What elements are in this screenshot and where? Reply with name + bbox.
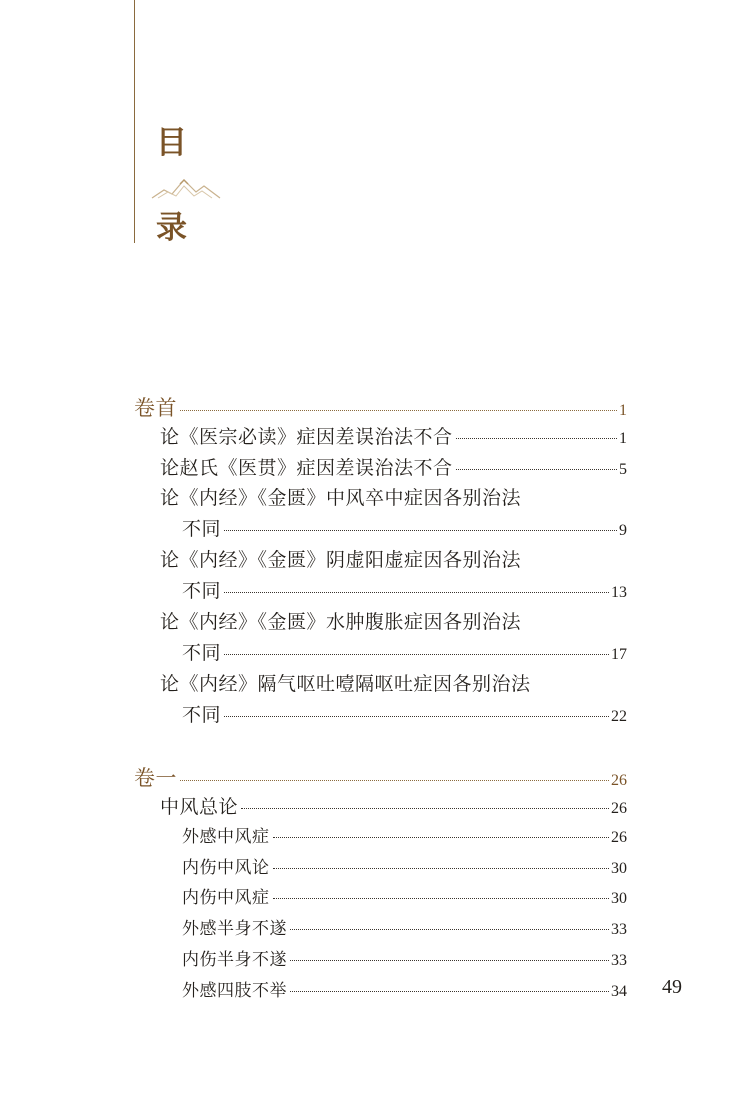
toc-entry-label: 论《内经》《金匮》中风卒中症因各别治法 [160, 487, 522, 509]
toc-entry[interactable] [160, 422, 627, 449]
toc-entry-label: 论《内经》《金匮》水肿腹胀症因各别治法 [160, 611, 522, 633]
leader-dots [180, 410, 617, 411]
toc-entry-label: 中风总论 [160, 796, 239, 818]
leader-dots [456, 469, 617, 470]
toc-page-number: 33 [611, 952, 627, 969]
toc-page-number: 13 [611, 584, 627, 601]
toc-entry-label: 论赵氏《医贯》症因差误治法不合 [160, 457, 453, 479]
toc-entry-label: 论《内经》《金匮》阴虚阳虚症因各别治法 [160, 549, 522, 571]
toc-page-number: 9 [619, 522, 627, 539]
leader-dots [273, 837, 610, 838]
toc-entry-continuation[interactable] [182, 514, 627, 541]
toc-entry-label: 不同 [182, 580, 222, 602]
toc-page-number: 5 [619, 461, 627, 478]
leader-dots [273, 898, 610, 899]
toc-page-number: 26 [611, 829, 627, 846]
leader-dots [290, 991, 609, 992]
toc-subentry[interactable] [182, 883, 627, 908]
leader-dots [273, 868, 610, 869]
leader-dots [456, 438, 617, 439]
folio-page-number: 49 [662, 976, 682, 998]
toc-subentry[interactable] [182, 976, 627, 1001]
toc-page-number: 17 [611, 646, 627, 663]
leader-dots [224, 592, 609, 593]
leader-dots [290, 929, 609, 930]
toc-page-number: 30 [611, 890, 627, 907]
toc-entry-label: 内伤中风论 [182, 858, 270, 878]
toc-entry-label: 论《内经》隔气呕吐噎隔呕吐症因各别治法 [160, 673, 531, 695]
leader-dots [241, 808, 609, 809]
toc-page-number: 1 [619, 402, 627, 419]
toc-entry-continuation[interactable] [182, 576, 627, 603]
toc-subentry[interactable] [182, 945, 627, 970]
leader-dots [180, 780, 609, 781]
toc-section-juanyi[interactable] [134, 762, 627, 792]
toc-page-number: 30 [611, 860, 627, 877]
toc-entry[interactable] [160, 483, 521, 510]
toc-entry-label: 外感半身不遂 [182, 919, 287, 939]
toc-section-title: 卷一 [134, 766, 177, 790]
toc-entry-continuation[interactable] [182, 638, 627, 665]
toc-entry[interactable] [160, 669, 531, 696]
toc-page-number: 26 [611, 800, 627, 817]
toc-entry-continuation[interactable] [182, 700, 627, 727]
leader-dots [224, 654, 609, 655]
toc-entry[interactable] [160, 545, 521, 572]
toc-entry-label: 内伤中风症 [182, 888, 270, 908]
toc-title-char-2: 录 [156, 210, 187, 246]
toc-entry[interactable] [160, 607, 521, 634]
toc-subentry[interactable] [182, 822, 627, 847]
toc-entry-label: 内伤半身不遂 [182, 950, 287, 970]
toc-entry[interactable] [160, 453, 627, 480]
toc-section-juanshou[interactable] [134, 392, 627, 422]
toc-entry-label: 不同 [182, 642, 222, 664]
toc-subentry[interactable] [182, 914, 627, 939]
toc-title-char-1: 目 [156, 125, 187, 161]
toc-entry-label: 外感中风症 [182, 827, 270, 847]
toc-page-number: 33 [611, 921, 627, 938]
toc-subentry[interactable] [182, 853, 627, 878]
toc-page-number: 34 [611, 983, 627, 1000]
leader-dots [224, 716, 609, 717]
toc-entry-label: 论《医宗必读》症因差误治法不合 [160, 426, 453, 448]
toc-section-title: 卷首 [134, 396, 177, 420]
toc-page-number: 26 [611, 772, 627, 789]
toc-entry-label: 外感四肢不举 [182, 981, 287, 1001]
leader-dots [290, 960, 609, 961]
toc-entry-label: 不同 [182, 518, 222, 540]
toc-entry-label: 不同 [182, 704, 222, 726]
toc-page-number: 22 [611, 708, 627, 725]
toc-entry[interactable] [160, 792, 627, 819]
leader-dots [224, 530, 617, 531]
toc-page-number: 1 [619, 430, 627, 447]
